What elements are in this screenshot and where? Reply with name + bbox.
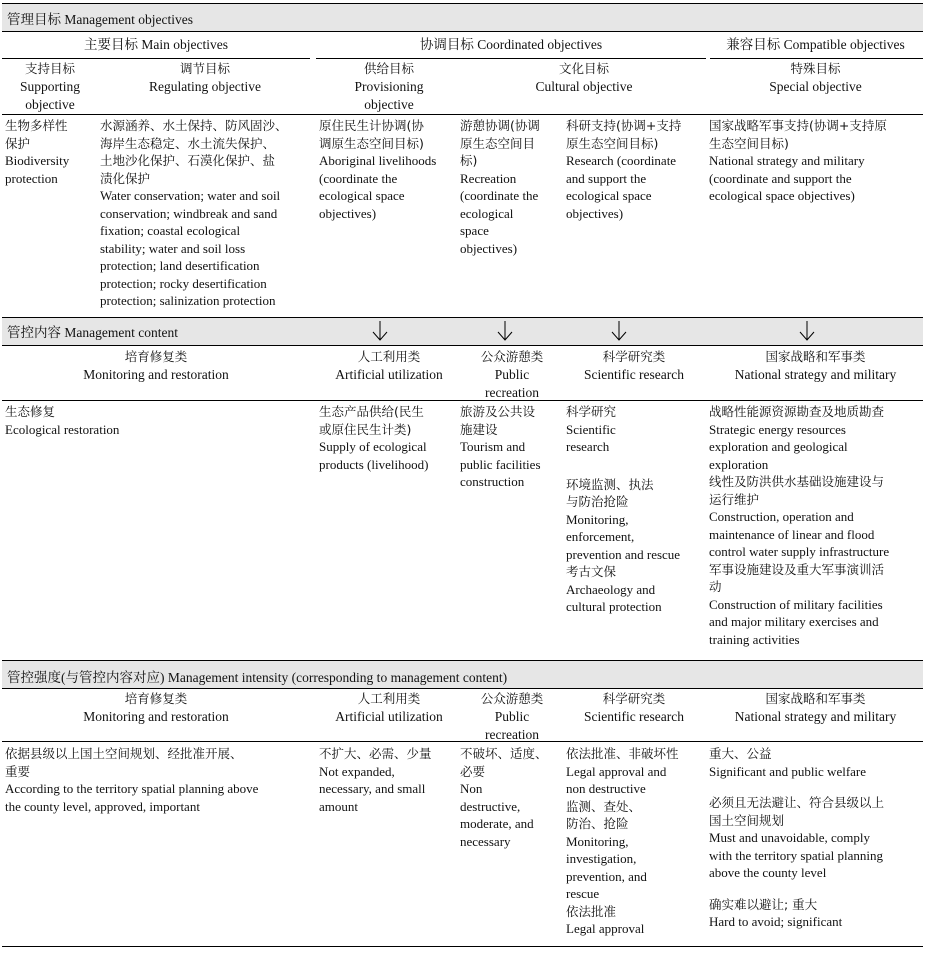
header-public-recreation: 公众游憩类 Public recreation (480, 691, 544, 742)
cell-military: 战略性能源资源勘查及地质勘查 Strategic energy resources exploration and geological exploration 线性及防洪供水基础设施建设与 运行维护 Construction, operation and maintenance of linear and flood control water supply infrastructure 军事设施建设及重大军事演训活 动 Construction of military facilities and major military exercises and training activities (709, 404, 890, 647)
cell-ecological-products: 生态产品供给(民生 或原住民生计类) Supply of ecological products (livelihood) (319, 404, 429, 472)
header-national-strategy: 国家战略和军事类 National strategy and military (734, 691, 897, 724)
rule (2, 741, 923, 742)
rule (2, 400, 923, 401)
arrow-down-icon (372, 321, 388, 341)
rule (2, 31, 923, 32)
rule (2, 114, 923, 115)
header-main-objectives: 主要目标 Main objectives (84, 37, 228, 52)
header-national-strategy: 国家战略和军事类 National strategy and military (734, 349, 897, 382)
header-scientific-research: 科学研究类 Scientific research (583, 349, 685, 382)
rule (710, 58, 923, 59)
cell-provisioning: 原住民生计协调(协 调原生态空间目标) Aboriginal livelihoods (coordinate the ecological space objectives) (319, 118, 437, 221)
cell-scientific: 科学研究 Scientific research 环境监测、执法 与防治抢险 Monitoring, enforcement, prevention and rescue 考古文保 Archaeology and cultural protection (566, 404, 681, 614)
cell-regulating: 水源涵养、水土保持、防风固沙、 海岸生态稳定、水土流失保护、 土地沙化保护、石漠化保护、盐 渍化保护 Water conservation; water and soil conservation; windbreak and sand fixation; coastal ecological stability; water and soil loss protection; land desertification protection; rocky desertification protection; salinization protection (100, 118, 288, 308)
section-title-content: 管控内容 Management content (7, 325, 178, 340)
subheader-cultural: 文化目标 Cultural objective (535, 61, 633, 94)
section-title-intensity: 管控强度(与管控内容对应) Management intensity (corresponding to management content) (7, 670, 508, 685)
rule (2, 345, 923, 346)
header-coordinated-objectives: 协调目标 Coordinated objectives (419, 37, 603, 52)
rule-top (2, 3, 923, 4)
header-compatible-objectives: 兼容目标 Compatible objectives (726, 37, 905, 52)
subheader-regulating: 调节目标 Regulating objective (148, 61, 262, 94)
cell-biodiversity: 生物多样性 保护 Biodiversity protection (5, 118, 70, 186)
rule-bottom (2, 946, 923, 947)
header-artificial-utilization: 人工利用类 Artificial utilization (335, 691, 443, 724)
cell-ecological-restoration: 生态修复 Ecological restoration (5, 404, 120, 437)
arrow-down-icon (799, 321, 815, 341)
rule (2, 58, 310, 59)
subheader-special: 特殊目标 Special objective (769, 61, 862, 94)
rule (2, 688, 923, 689)
cell-intensity-scientific: 依法批准、非破坏性 Legal approval and non destructive 监测、查处、 防治、抢险 Monitoring, investigation, prevention, and rescue 依法批准 Legal approval (566, 746, 679, 936)
section-title-objectives: 管理目标 Management objectives (7, 12, 193, 27)
cell-recreation: 游憩协调(协调 原生态空间目 标) Recreation (coordinate the ecological space objectives) (460, 118, 540, 256)
header-monitoring-restoration: 培育修复类 Monitoring and restoration (83, 349, 229, 382)
header-artificial-utilization: 人工利用类 Artificial utilization (335, 349, 443, 382)
cell-intensity-artificial: 不扩大、必需、少量 Not expanded, necessary, and small amount (319, 746, 432, 814)
cell-national-strategy: 国家战略军事支持(协调+支持原 生态空间目标) National strategy and military (coordinate and support the ecological space objectives) (709, 118, 887, 203)
cell-intensity-public: 不破坏、适度、 必要 Non destructive, moderate, and necessary (460, 746, 548, 849)
subheader-provisioning: 供给目标 Provisioning objective (354, 61, 424, 112)
cell-tourism: 旅游及公共设 施建设 Tourism and public facilities construction (460, 404, 541, 489)
arrow-down-icon (611, 321, 627, 341)
header-monitoring-restoration: 培育修复类 Monitoring and restoration (83, 691, 229, 724)
cell-intensity-national: 重大、公益 Significant and public welfare 必须且无法避让、符合县级以上 国土空间规划 Must and unavoidable, comply with the territory spatial planning above the county level 确实难以避让; 重大 Hard to avoid; significant (709, 746, 885, 929)
header-scientific-research: 科学研究类 Scientific research (583, 691, 685, 724)
rule (316, 58, 706, 59)
cell-research: 科研支持(协调+支持 原生态空间目标) Research (coordinate and support the ecological space objectives) (566, 118, 682, 221)
arrow-down-icon (497, 321, 513, 341)
header-public-recreation: 公众游憩类 Public recreation (480, 349, 544, 400)
cell-intensity-monitoring: 依据县级以上国土空间规划、经批准开展、 重要 According to the territory spatial planning above the county level, approved, important (5, 746, 259, 814)
subheader-supporting: 支持目标 Supporting objective (19, 61, 80, 112)
